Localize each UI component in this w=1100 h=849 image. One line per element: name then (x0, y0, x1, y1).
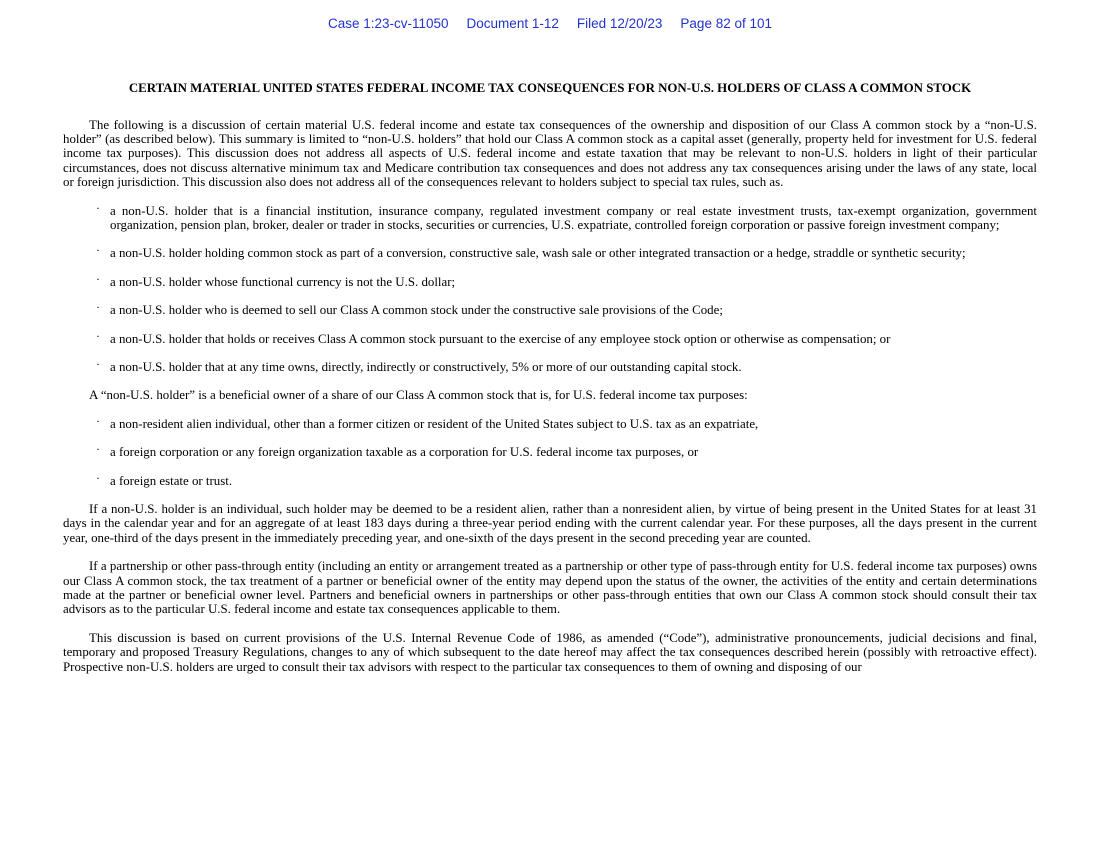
stamp-filed-date: Filed 12/20/23 (576, 16, 663, 31)
bullet-icon: · (96, 356, 100, 371)
bullet-item (96, 271, 1037, 289)
stamp-page-number: Page 82 of 101 (680, 16, 773, 31)
bullet-icon: · (96, 243, 100, 258)
paragraph-resident-alien: If a non-U.S. holder is an individual, such holder may be deemed to be a resident alien, rather than a nonresident alien, by virtue of being present in the United States for at least 31 days in the calendar year and for an aggregate of at least 183 days during a three-year period ending with the current calendar year. For these purposes, all the days present in the current year, one-third of the days present in the immediately preceding year, and one-sixth of the days present in the second preceding year are counted. (63, 502, 1037, 545)
paragraph-holder-definition: A “non-U.S. holder” is a beneficial owner of a share of our Class A common stock that is, for U.S. federal income tax purposes: (89, 388, 748, 403)
bullet-item (96, 200, 1037, 233)
stamp-document-number: Document 1-12 (466, 16, 559, 31)
bullet-item (96, 243, 1037, 261)
bullet-icon: · (96, 300, 100, 315)
bullet-item-text: a foreign corporation or any foreign organization taxable as a corporation for U.S. federal income tax purposes, or (110, 445, 699, 460)
bullet-icon: · (96, 470, 100, 485)
bullet-list-special-rules (63, 200, 1037, 375)
bullet-item-text: a non-U.S. holder that at any time owns, directly, indirectly or constructively, 5% or more of our outstanding capital stock. (110, 359, 742, 374)
paragraph-code-basis: This discussion is based on current provisions of the U.S. Internal Revenue Code of 1986, as amended (“Code”), administrative pronouncements, judicial decisions and final, temporary and proposed Treasury Regulations, changes to any of which subsequent to the date hereof may affect the tax consequences described herein (possibly with retroactive effect). Prospective non-U.S. holders are urged to consult their tax advisors with respect to the particular tax consequences to them of owning and disposing of our (63, 630, 1037, 674)
bullet-item-text: a non-U.S. holder whose functional currency is not the U.S. dollar; (110, 274, 456, 289)
bullet-item (96, 470, 1037, 488)
paragraph-partnership: If a partnership or other pass-through entity (including an entity or arrangement treated as a partnership or other type of pass-through entity for U.S. federal income tax purposes) owns our Class A common stock, the tax treatment of a partner or beneficial owner of the entity may depend upon the status of the owner, the activities of the entity and certain determinations made at the partner or beneficial owner level. Partners and beneficial owners in partnerships or other pass-through entities that own our Class A common stock should consult their tax advisors as to the particular U.S. federal income and estate tax consequences applicable to them. (63, 559, 1037, 617)
bullet-item-text: a non-U.S. holder that holds or receives Class A common stock pursuant to the exercise of any employee stock option or otherwise as compensation; or (110, 331, 891, 346)
bullet-item-text: a non-U.S. holder that is a financial institution, insurance company, regulated investment company or real estate investment trusts, tax-exempt organization, government organization, pension plan, broker, dealer or trader in stocks, securities or currencies, U.S. expatriate, controlled foreign corporation or passive foreign investment company; (110, 203, 1037, 232)
bullet-item (96, 442, 1037, 460)
bullet-item-text: a non-resident alien individual, other than a former citizen or resident of the United States subject to U.S. tax as an expatriate, (110, 416, 759, 431)
stamp-case-number: Case 1:23-cv-11050 (327, 16, 449, 31)
bullet-item (96, 356, 1037, 374)
court-filing-stamp (63, 16, 1037, 31)
bullet-item-text: a non-U.S. holder holding common stock as part of a conversion, constructive sale, wash sale or other integrated transaction or a hedge, straddle or synthetic security; (110, 246, 966, 261)
bullet-item (96, 300, 1037, 318)
bullet-icon: · (96, 413, 100, 428)
bullet-icon: · (96, 328, 100, 343)
bullet-item-text: a non-U.S. holder who is deemed to sell our Class A common stock under the constructive sale provisions of the Code; (110, 303, 723, 318)
paragraph-intro: The following is a discussion of certain material U.S. federal income and estate tax consequences of the ownership and disposition of our Class A common stock by a “non-U.S. holder” (as described below). This summary is limited to “non-U.S. holders” that hold our Class A common stock as a capital asset (generally, property held for investment for U.S. federal income tax purposes). This discussion does not address all aspects of U.S. federal income and estate taxation that may be relevant to non-U.S. holders in light of their particular circumstances, does not discuss alternative minimum tax and Medicare contribution tax consequences and does not address any tax consequences arising under the laws of any state, local or foreign jurisdiction. This discussion also does not address all of the consequences relevant to holders subject to special tax rules, such as. (63, 117, 1037, 190)
bullet-icon: · (96, 200, 100, 215)
bullet-item (96, 328, 1037, 346)
bullet-icon: · (96, 271, 100, 286)
document-title: CERTAIN MATERIAL UNITED STATES FEDERAL INCOME TAX CONSEQUENCES FOR NON-U.S. HOLDERS OF CLASS A COMMON STOCK (128, 81, 972, 95)
bullet-icon: · (96, 442, 100, 457)
bullet-item-text: a foreign estate or trust. (110, 473, 233, 488)
bullet-list-holder-types (63, 413, 1037, 488)
bullet-item (96, 413, 1037, 431)
